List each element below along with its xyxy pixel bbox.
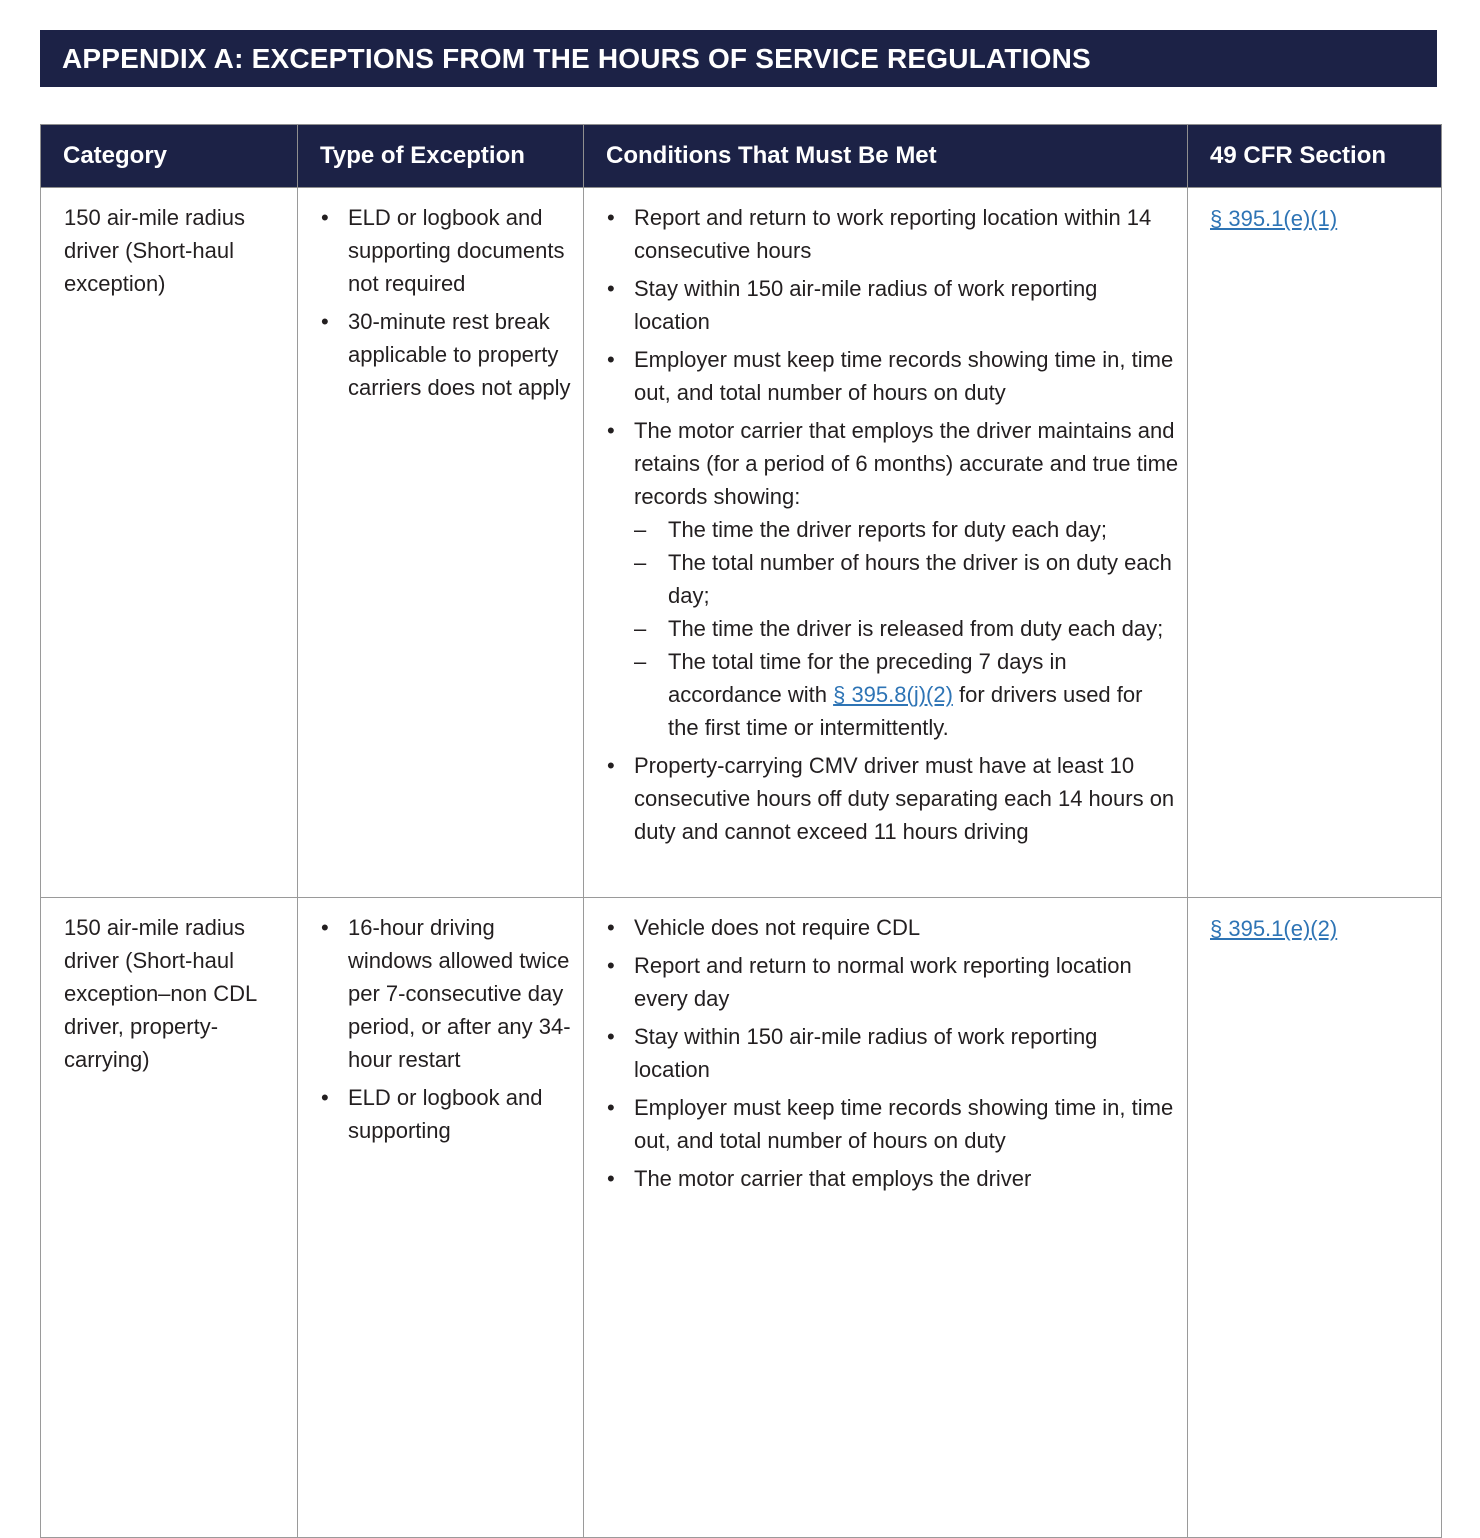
column-header-conditions-label: Conditions That Must Be Met — [606, 142, 937, 169]
type-of-exception-cell — [298, 188, 584, 898]
bullet-marker: • — [321, 205, 329, 230]
column-header-category-label: Category — [63, 142, 168, 169]
condition-item — [607, 749, 1179, 848]
bullet-marker: • — [607, 347, 615, 372]
bullet-text: 30-minute rest break applicable to property carriers does not apply — [348, 309, 571, 400]
bullet-text: Employer must keep time records showing time in, time out, and total number of hours on duty — [634, 347, 1174, 405]
dash-marker: – — [634, 649, 647, 674]
bullet-marker: • — [607, 1166, 615, 1191]
sub-bullet-text: The time the driver is released from duty each day; — [668, 616, 1164, 641]
sub-condition-item — [634, 612, 1179, 645]
condition-item — [607, 272, 1179, 338]
dash-marker: – — [634, 616, 647, 641]
column-header-type-of-exception-label: Type of Exception — [320, 142, 525, 169]
bullet-text: The motor carrier that employs the driver maintains and retains (for a period of 6 months) accurate and true time records showing: – The time the driver reports for duty each day; – The total number of hours the driver is on duty each day; – The time the driver is released from duty each day; – The total time for the preceding 7 days in accordance with § 395.8(j)(2) for drivers used for the first time or intermittently. — [634, 414, 1179, 744]
bullet-marker: • — [607, 1024, 615, 1049]
exception-item — [321, 1081, 575, 1147]
appendix-title: APPENDIX A: EXCEPTIONS FROM THE HOURS OF SERVICE REGULATIONS — [62, 42, 1091, 74]
bullet-marker: • — [607, 1095, 615, 1120]
bullet-marker: • — [321, 915, 329, 940]
bullet-text: Stay within 150 air-mile radius of work reporting location — [634, 1024, 1098, 1082]
bullet-text: 16-hour driving windows allowed twice per 7-consecutive day period, or after any 34-hour restart — [348, 915, 571, 1072]
condition-item — [607, 343, 1179, 409]
column-header-cfr-section-label: 49 CFR Section — [1210, 142, 1387, 169]
cfr-section-cell — [1188, 898, 1442, 1538]
bullet-text: Employer must keep time records showing time in, time out, and total number of hours on duty — [634, 1095, 1174, 1153]
exceptions-table — [40, 124, 1442, 1538]
bullet-text: ELD or logbook and supporting documents not required — [348, 205, 565, 296]
conditions-cell — [584, 188, 1188, 898]
table-body — [41, 188, 1442, 1538]
sub-condition-item — [634, 546, 1179, 612]
bullet-text: Stay within 150 air-mile radius of work reporting location — [634, 276, 1098, 334]
sub-bullet-text: The total number of hours the driver is on duty each day; — [668, 550, 1172, 608]
inline-cfr-link[interactable]: § 395.8(j)(2) — [833, 682, 953, 707]
bullet-marker: • — [321, 309, 329, 334]
bullet-text: Vehicle does not require CDL — [634, 915, 921, 940]
bullet-text: Report and return to normal work reporting location every day — [634, 953, 1132, 1011]
exception-item — [321, 201, 575, 300]
sub-bullet-text: The total time for the preceding 7 days in accordance with § 395.8(j)(2) for drivers used for the first time or intermittently. — [668, 649, 1143, 740]
condition-item — [607, 414, 1179, 744]
bullet-list — [321, 201, 575, 404]
type-of-exception-cell — [298, 898, 584, 1538]
table-row — [41, 898, 1442, 1538]
condition-item — [607, 1091, 1179, 1157]
conditions-cell — [584, 898, 1188, 1538]
category-text: 150 air-mile radius driver (Short-haul exception–non CDL driver, property-carrying) — [64, 915, 257, 1072]
cfr-link[interactable]: § 395.1(e)(1) — [1210, 206, 1338, 231]
table-row — [41, 188, 1442, 898]
exception-item — [321, 305, 575, 404]
bullet-list — [607, 911, 1179, 1195]
appendix-title-banner — [40, 30, 1437, 87]
table-header-row — [41, 125, 1442, 188]
bullet-text: The motor carrier that employs the driver — [634, 1166, 1032, 1191]
category-cell — [41, 898, 298, 1538]
column-header-category — [41, 125, 298, 188]
bullet-marker: • — [607, 953, 615, 978]
dash-marker: – — [634, 550, 647, 575]
cfr-section-cell — [1188, 188, 1442, 898]
bullet-marker: • — [607, 753, 615, 778]
dash-marker: – — [634, 517, 647, 542]
category-text: 150 air-mile radius driver (Short-haul exception) — [64, 205, 245, 296]
column-header-cfr-section — [1188, 125, 1442, 188]
condition-item — [607, 949, 1179, 1015]
condition-item — [607, 911, 1179, 944]
sub-bullet-text: The time the driver reports for duty each day; — [668, 517, 1107, 542]
sub-condition-item — [634, 645, 1179, 744]
bullet-text: ELD or logbook and supporting — [348, 1085, 543, 1143]
bullet-list — [321, 911, 575, 1147]
category-cell — [41, 188, 298, 898]
column-header-conditions — [584, 125, 1188, 188]
column-header-type-of-exception — [298, 125, 584, 188]
condition-item — [607, 201, 1179, 267]
cfr-link[interactable]: § 395.1(e)(2) — [1210, 916, 1338, 941]
exception-item — [321, 911, 575, 1076]
condition-item — [607, 1162, 1179, 1195]
bullet-marker: • — [607, 276, 615, 301]
bullet-text: Property-carrying CMV driver must have at least 10 consecutive hours off duty separating each 14 hours on duty and cannot exceed 11 hours driving — [634, 753, 1175, 844]
dash-sublist — [634, 513, 1179, 744]
bullet-list — [607, 201, 1179, 848]
bullet-text: Report and return to work reporting location within 14 consecutive hours — [634, 205, 1152, 263]
bullet-marker: • — [607, 205, 615, 230]
condition-item — [607, 1020, 1179, 1086]
sub-condition-item — [634, 513, 1179, 546]
bullet-marker: • — [607, 915, 615, 940]
bullet-marker: • — [607, 418, 615, 443]
bullet-marker: • — [321, 1085, 329, 1110]
